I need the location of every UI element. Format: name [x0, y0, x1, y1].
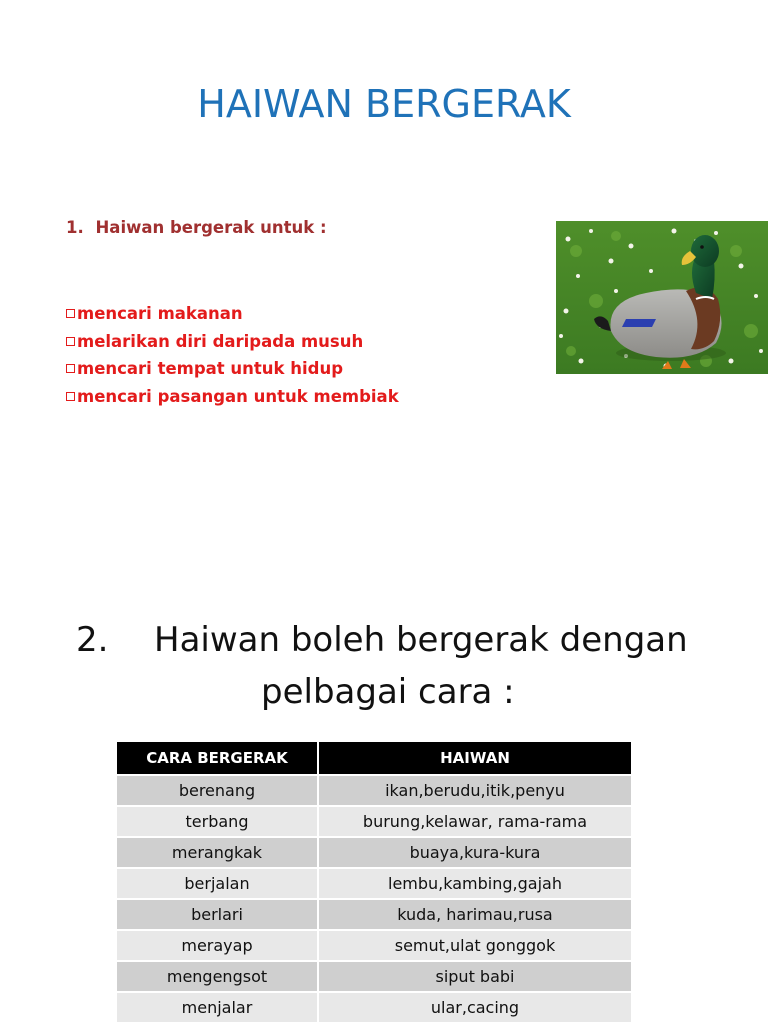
page-title: HAIWAN BERGERAK	[197, 82, 571, 126]
section2-number: 2.	[76, 620, 109, 660]
table-cell: berenang	[117, 775, 318, 806]
section2-line1: Haiwan boleh bergerak dengan	[154, 620, 688, 660]
duck-photo	[556, 221, 768, 374]
list-item: melarikan diri daripada musuh	[66, 328, 399, 356]
table-row	[117, 961, 631, 992]
table-cell: ikan,berudu,itik,penyu	[318, 775, 631, 806]
table-cell: berlari	[117, 899, 318, 930]
table-row	[117, 930, 631, 961]
table-cell: siput babi	[318, 961, 631, 992]
square-bullet-icon	[66, 364, 75, 373]
table-row	[117, 868, 631, 899]
table-cell: berjalan	[117, 868, 318, 899]
section2-line2: pelbagai cara :	[261, 672, 515, 712]
reasons-list	[66, 300, 399, 410]
section1-heading	[66, 218, 327, 237]
table-cell: terbang	[117, 806, 318, 837]
square-bullet-icon	[66, 309, 75, 318]
table-row	[117, 775, 631, 806]
table-cell: buaya,kura-kura	[318, 837, 631, 868]
table-cell: lembu,kambing,gajah	[318, 868, 631, 899]
header-haiwan: HAIWAN	[318, 742, 631, 775]
table-cell: merayap	[117, 930, 318, 961]
list-item: mencari makanan	[66, 300, 399, 328]
header-cara-bergerak: CARA BERGERAK	[117, 742, 318, 775]
table-header-row	[117, 742, 631, 775]
list-item: mencari pasangan untuk membiak	[66, 383, 399, 411]
table-cell: merangkak	[117, 837, 318, 868]
section1-heading-text: Haiwan bergerak untuk :	[95, 218, 327, 237]
table-cell: kuda, harimau,rusa	[318, 899, 631, 930]
table-row	[117, 899, 631, 930]
movement-table	[117, 742, 631, 1022]
table-cell: ular,cacing	[318, 992, 631, 1022]
square-bullet-icon	[66, 337, 75, 346]
table-row	[117, 806, 631, 837]
list-item: mencari tempat untuk hidup	[66, 355, 399, 383]
table-row	[117, 992, 631, 1022]
table-cell: semut,ulat gonggok	[318, 930, 631, 961]
table-cell: mengengsot	[117, 961, 318, 992]
section1-number: 1.	[66, 218, 84, 237]
square-bullet-icon	[66, 392, 75, 401]
table-cell: menjalar	[117, 992, 318, 1022]
table-cell: burung,kelawar, rama-rama	[318, 806, 631, 837]
table-row	[117, 837, 631, 868]
